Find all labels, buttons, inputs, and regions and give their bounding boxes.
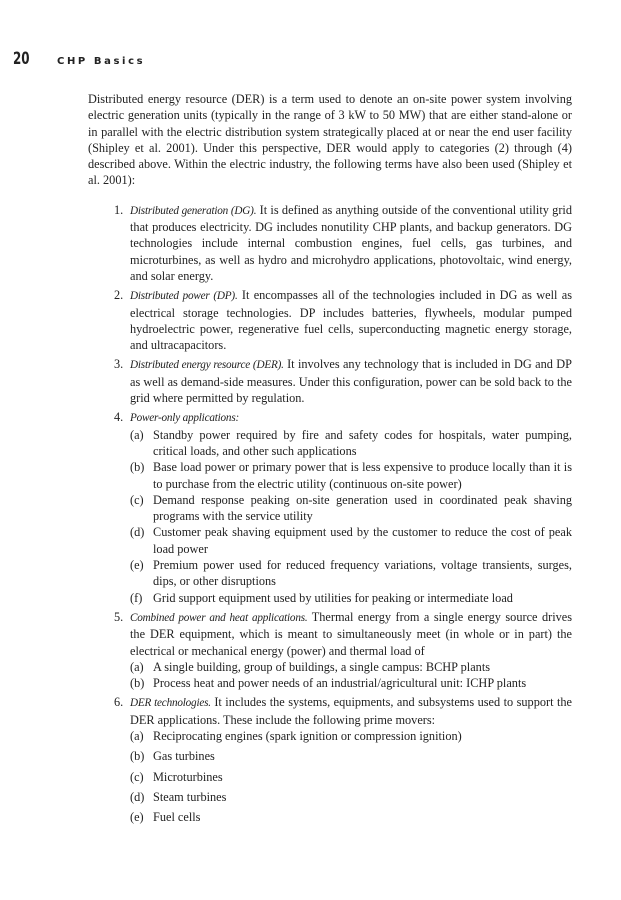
- sub-item: [130, 748, 572, 764]
- item-term: Distributed generation (DG).: [130, 204, 257, 217]
- list-item-5: [88, 609, 572, 691]
- item-term: Distributed power (DP).: [130, 290, 238, 303]
- page-number: 20: [13, 49, 30, 69]
- item-text: It includes the systems, equipments, and subsystems used to support the DER applications. These include the following prime movers:: [130, 695, 572, 727]
- prime-movers-list: [130, 728, 572, 825]
- definition-list: [88, 202, 572, 826]
- sub-text: Demand response peaking on-site generation used in coordinated peak shaving programs with the service utility: [153, 492, 572, 524]
- item-number: 4.: [114, 410, 124, 425]
- sub-text: Premium power used for reduced frequency variations, voltage transients, surges, dips, or other disruptions: [153, 558, 572, 589]
- list-item-6: [88, 694, 572, 825]
- sub-label: (e): [130, 558, 144, 573]
- list-item-1: [88, 202, 572, 284]
- list-item-3: [88, 356, 572, 406]
- sub-text: Gas turbines: [153, 749, 215, 764]
- item-text: It is defined as anything outside of the conventional utility grid that produces electricity. DG includes nonutility CHP plants, and backup generators. DG technologies include internal combustion engines, fuel cells, gas turbines, and microturbines, as well as hydro and microhydro applications, photovoltaic, wind energy, and solar energy.: [130, 202, 572, 283]
- item-text: It encompasses all of the technologies included in DG as well as electrical storage technologies. DP includes batteries, flywheels, modular pumped hydroelectric power, regenerative fuel cells, superconducting magnetic energy storage, and ultracapacitors.: [130, 288, 572, 353]
- item-number: 5.: [114, 609, 124, 624]
- sub-item: [130, 769, 572, 785]
- sub-text: Reciprocating engines (spark ignition or compression ignition): [153, 728, 462, 743]
- sub-label: (b): [130, 676, 145, 691]
- sub-text: Microturbines: [153, 769, 223, 784]
- sub-item: [130, 675, 572, 691]
- sub-text: Customer peak shaving equipment used by the customer to reduce the cost of peak load power: [153, 525, 572, 556]
- item-term: Power-only applications:: [130, 412, 240, 425]
- sub-item: [130, 659, 572, 675]
- sub-text: A single building, group of buildings, a single campus: BCHP plants: [153, 659, 491, 674]
- sub-item: [130, 557, 572, 590]
- sub-item: [130, 524, 572, 557]
- running-title: CHP Basics: [57, 56, 146, 67]
- sub-label: (d): [130, 789, 145, 804]
- item-number: 3.: [114, 357, 124, 372]
- item-number: 6.: [114, 695, 124, 710]
- item-term: Combined power and heat applications.: [130, 611, 308, 624]
- sub-text: Base load power or primary power that is less expensive to produce locally than it is to purchase from the electric utility (continuous on-site power): [153, 460, 572, 491]
- sub-list: [130, 659, 572, 692]
- item-term: DER technologies.: [130, 697, 211, 710]
- item-number: 1.: [114, 202, 124, 217]
- sub-label: (d): [130, 525, 145, 540]
- sub-text: Fuel cells: [153, 810, 201, 825]
- sub-item: [130, 459, 572, 492]
- list-item-4: [88, 409, 572, 606]
- sub-item: [130, 728, 572, 744]
- sub-label: (a): [130, 728, 144, 743]
- sub-label: (e): [130, 810, 144, 825]
- running-head: [13, 49, 145, 69]
- item-text: It involves any technology that is included in DG and DP as well as demand-side measures. Under this configuration, power can be sold back to the grid where permitted by regulation.: [130, 357, 572, 406]
- sub-item: [130, 590, 572, 606]
- sub-label: (b): [130, 749, 145, 764]
- sub-item: [130, 492, 572, 525]
- sub-item: [130, 789, 572, 805]
- sub-label: (f): [130, 590, 143, 605]
- sub-label: (b): [130, 460, 145, 475]
- list-item-2: [88, 287, 572, 353]
- sub-text: Steam turbines: [153, 789, 227, 804]
- item-text: Thermal energy from a single energy source drives the DER equipment, which is meant to simultaneously meet (in whole or in part) the electrical or mechanical energy (power) and thermal load of: [130, 609, 573, 658]
- sub-label: (c): [130, 769, 144, 784]
- sub-item: [130, 427, 572, 460]
- intro-paragraph: Distributed energy resource (DER) is a term used to denote an on-site power system involving electric generation units (typically in the range of 3 kW to 50 MW) that are either stand-alone or in parallel with the electric distribution system strategically placed at or near the end user facility (Shipley et al. 2001). Under this perspective, DER would apply to categories (2) through (4) described above. Within the electric industry, the following terms have also been used (Shipley et al. 2001):: [88, 92, 572, 188]
- body-text: [88, 91, 572, 829]
- sub-label: (c): [130, 492, 144, 507]
- sub-list: [130, 427, 572, 606]
- sub-item: [130, 809, 572, 825]
- sub-text: Standby power required by fire and safety codes for hospitals, water pumping, critical loads, and other such applications: [153, 427, 572, 458]
- sub-label: (a): [130, 427, 144, 442]
- sub-text: Grid support equipment used by utilities for peaking or intermediate load: [153, 590, 513, 605]
- item-term: Distributed energy resource (DER).: [130, 359, 284, 372]
- sub-label: (a): [130, 659, 144, 674]
- item-number: 2.: [114, 288, 124, 303]
- sub-text: Process heat and power needs of an industrial/agricultural unit: ICHP plants: [153, 676, 527, 691]
